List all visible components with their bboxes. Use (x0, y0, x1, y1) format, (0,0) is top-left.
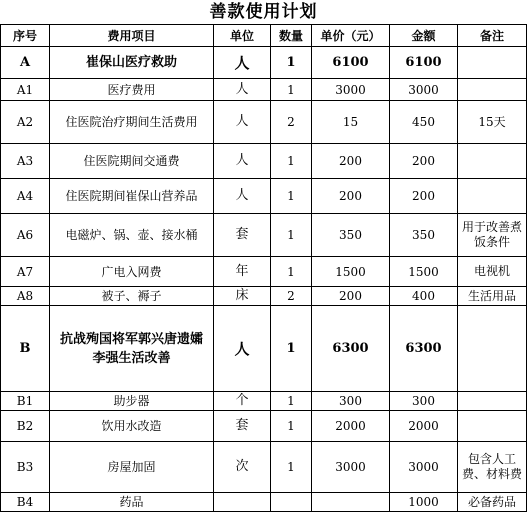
header-seq: 序号 (1, 25, 50, 47)
cell-amount: 3000 (390, 79, 458, 101)
cell-amount: 3000 (390, 442, 458, 493)
cell-unit: 人 (214, 47, 271, 79)
cell-unit: 床 (214, 287, 271, 306)
cell-price (312, 493, 390, 512)
table-row (1, 257, 527, 287)
cell-qty: 2 (271, 101, 312, 144)
cell-price: 300 (312, 392, 390, 411)
cell-note: 生活用品 (458, 287, 527, 306)
cell-note (458, 411, 527, 442)
cell-note: 包含人工费、材料费 (458, 442, 527, 493)
cell-price: 350 (312, 214, 390, 257)
cell-note (458, 179, 527, 214)
cell-item: 崔保山医疗救助 (50, 47, 214, 79)
cell-seq: B (1, 306, 50, 392)
cell-item: 抗战殉国将军郭兴唐遗孀李强生活改善 (50, 306, 214, 392)
header-note: 备注 (458, 25, 527, 47)
sheet-title: 善款使用计划 (209, 2, 318, 22)
header-qty: 数量 (271, 25, 312, 47)
cell-seq: B1 (1, 392, 50, 411)
cell-qty: 1 (271, 214, 312, 257)
header-row (1, 25, 527, 47)
cell-item: 广电入网费 (50, 257, 214, 287)
table-row (1, 411, 527, 442)
table-row (1, 214, 527, 257)
table-row (1, 47, 527, 79)
cell-amount: 400 (390, 287, 458, 306)
cell-unit (214, 493, 271, 512)
cell-seq: A3 (1, 144, 50, 179)
cell-amount: 1000 (390, 493, 458, 512)
cell-unit: 套 (214, 411, 271, 442)
cell-note: 用于改善煮饭条件 (458, 214, 527, 257)
cell-price: 6300 (312, 306, 390, 392)
cell-qty: 1 (271, 306, 312, 392)
cell-amount: 200 (390, 179, 458, 214)
cell-note (458, 79, 527, 101)
cell-seq: A2 (1, 101, 50, 144)
cell-item: 助步器 (50, 392, 214, 411)
table-row (1, 287, 527, 306)
cell-item: 饮用水改造 (50, 411, 214, 442)
cell-note (458, 392, 527, 411)
cell-amount: 350 (390, 214, 458, 257)
cell-unit: 人 (214, 306, 271, 392)
cell-item: 被子、褥子 (50, 287, 214, 306)
cell-item: 医疗费用 (50, 79, 214, 101)
cell-seq: A (1, 47, 50, 79)
cell-qty: 2 (271, 287, 312, 306)
cell-price: 15 (312, 101, 390, 144)
cell-unit: 年 (214, 257, 271, 287)
cell-amount: 450 (390, 101, 458, 144)
cell-item: 电磁炉、锅、壶、接水桶 (50, 214, 214, 257)
cell-price: 200 (312, 287, 390, 306)
cell-qty: 1 (271, 179, 312, 214)
cell-item: 住医院期间崔保山营养品 (50, 179, 214, 214)
cell-qty: 1 (271, 47, 312, 79)
table-row (1, 179, 527, 214)
cell-note (458, 144, 527, 179)
cell-amount: 2000 (390, 411, 458, 442)
cell-unit: 个 (214, 392, 271, 411)
cell-qty (271, 493, 312, 512)
cell-qty: 1 (271, 144, 312, 179)
cell-note (458, 47, 527, 79)
plan-table (0, 24, 527, 512)
cell-price: 1500 (312, 257, 390, 287)
cell-amount: 200 (390, 144, 458, 179)
table-row (1, 79, 527, 101)
cell-note (458, 306, 527, 392)
cell-unit: 人 (214, 179, 271, 214)
header-amount: 金额 (390, 25, 458, 47)
table-row (1, 144, 527, 179)
header-unit: 单位 (214, 25, 271, 47)
cell-price: 2000 (312, 411, 390, 442)
cell-note: 必备药品 (458, 493, 527, 512)
header-item: 费用项目 (50, 25, 214, 47)
cell-amount: 300 (390, 392, 458, 411)
cell-seq: A1 (1, 79, 50, 101)
cell-amount: 6100 (390, 47, 458, 79)
cell-amount: 6300 (390, 306, 458, 392)
table-row (1, 392, 527, 411)
cell-amount: 1500 (390, 257, 458, 287)
cell-seq: B4 (1, 493, 50, 512)
table-row (1, 306, 527, 392)
cell-item: 住医院治疗期间生活费用 (50, 101, 214, 144)
cell-qty: 1 (271, 79, 312, 101)
cell-price: 200 (312, 179, 390, 214)
cell-seq: B2 (1, 411, 50, 442)
cell-item: 房屋加固 (50, 442, 214, 493)
table-row (1, 442, 527, 493)
cell-price: 6100 (312, 47, 390, 79)
cell-unit: 人 (214, 144, 271, 179)
cell-seq: A7 (1, 257, 50, 287)
cell-note: 电视机 (458, 257, 527, 287)
cell-qty: 1 (271, 411, 312, 442)
table-row (1, 101, 527, 144)
cell-price: 3000 (312, 442, 390, 493)
cell-qty: 1 (271, 442, 312, 493)
cell-seq: A8 (1, 287, 50, 306)
cell-item: 住医院期间交通费 (50, 144, 214, 179)
cell-unit: 套 (214, 214, 271, 257)
header-price: 单价（元） (312, 25, 390, 47)
cell-qty: 1 (271, 392, 312, 411)
cell-item: 药品 (50, 493, 214, 512)
cell-seq: A4 (1, 179, 50, 214)
table-row (1, 493, 527, 512)
cell-unit: 人 (214, 101, 271, 144)
cell-note: 15天 (458, 101, 527, 144)
cell-price: 200 (312, 144, 390, 179)
cell-unit: 人 (214, 79, 271, 101)
cell-qty: 1 (271, 257, 312, 287)
cell-unit: 次 (214, 442, 271, 493)
cell-price: 3000 (312, 79, 390, 101)
cell-seq: B3 (1, 442, 50, 493)
cell-seq: A6 (1, 214, 50, 257)
